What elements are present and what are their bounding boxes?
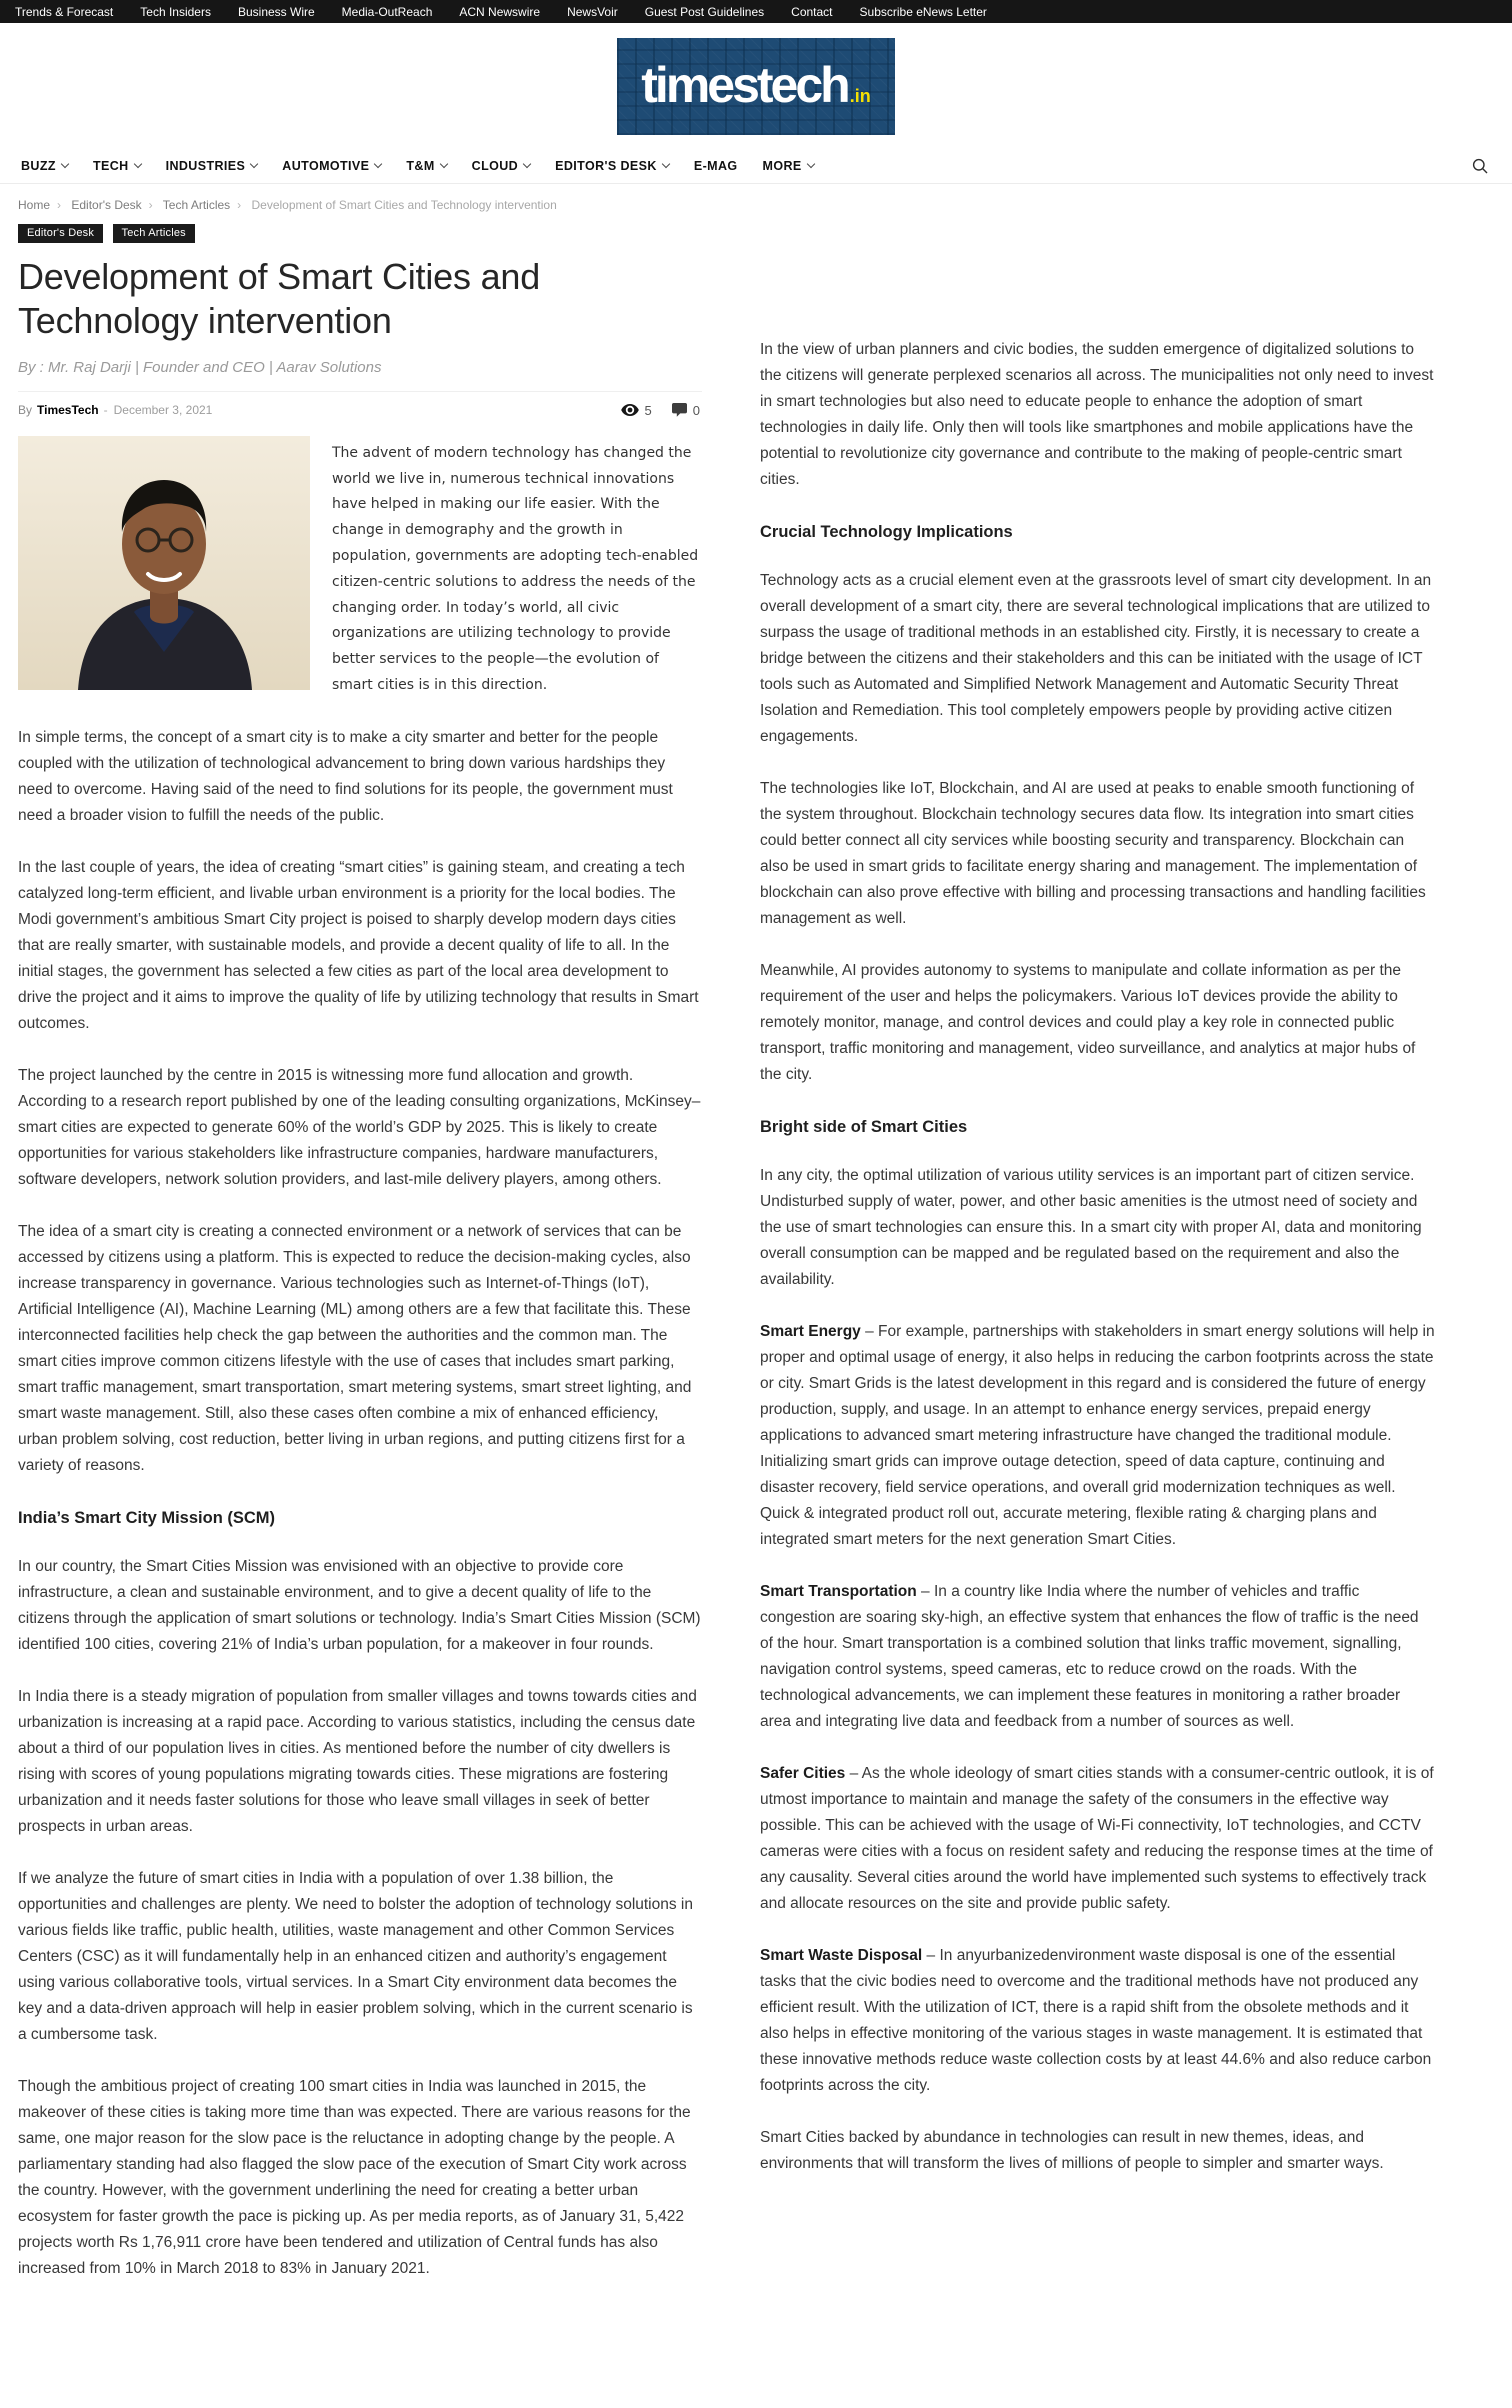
meta-counters (621, 403, 702, 418)
topbar-link-trends-forecast[interactable]: Trends & Forecast (15, 4, 114, 19)
nav-label: TECH (92, 158, 129, 173)
paragraph-smart-energy (760, 1319, 1435, 1553)
intro-paragraph: The advent of modern technology has changed the world we live in, numerous technical innovations have helped in making our life easier. With the change in demography and the growth in population, governments are adopting tech-enabled citizen-centric solutions to address the needs of the changing order. In today’s world, all civic organizations are utilizing technology to provide better services to the people—the evolution of smart cities is in this direction. (332, 444, 699, 693)
comments-count: 0 (692, 402, 700, 418)
article-column-right (760, 249, 1435, 2308)
nav-label: BUZZ (21, 158, 56, 173)
nav-label: MORE (762, 158, 802, 173)
breadcrumb-separator: › (57, 198, 62, 212)
chevron-down-icon (806, 160, 814, 168)
paragraph: The project launched by the centre in 2015 is witnessing more fund allocation and growth. According to a research report published by one of the leading consulting organizations, McKinsey– smart cities are expected to generate 60% of the world’s GDP by 2025. This is likely to create opportunities for various stakeholders like infrastructure companies, hardware manufacturers, software developers, network solution providers, and last-mile delivery players, among others. (18, 1066, 701, 1188)
paragraph-lead: Safer Cities (760, 1765, 846, 1782)
author-photo (18, 436, 310, 690)
chevron-down-icon (439, 160, 447, 168)
search-button[interactable] (1472, 158, 1488, 174)
chevron-down-icon (250, 160, 258, 168)
paragraph: Smart Cities backed by abundance in technologies can result in new themes, ideas, and environments that will transform the lives of millions of people to simpler and smarter ways. (760, 2129, 1384, 2172)
breadcrumb-editors-desk[interactable]: Editor's Desk (71, 198, 142, 212)
nav-label: INDUSTRIES (165, 158, 246, 173)
nav-item-cloud[interactable] (472, 159, 530, 173)
nav-item-tm[interactable] (406, 159, 446, 173)
paragraph: Technology acts as a crucial element even at the grassroots level of smart city development. In an overall development of a smart city, there are several technological implications that are utilized to surpass the usage of traditional methods in an established city. Firstly, it is necessary to create a bridge between the citizens and their stakeholders and this can be initiated with the usage of ICT tools such as Automated and Simplified Network Management and Automatic Security Threat Isolation and Remediation. This tool completely empowers people by providing active citizen engagements. (760, 572, 1432, 745)
paragraph: Meanwhile, AI provides autonomy to systems to manipulate and collate information as per the requirement of the user and helps the policymakers. Various IoT devices provide the ability to remotely monitor, manage, and control devices and could play a key role in connected public transport, traffic monitoring and management, video surveillance, and analytics at major hubs of the city. (760, 962, 1416, 1083)
article-meta-row (18, 391, 702, 428)
nav-item-buzz[interactable] (21, 159, 68, 173)
paragraph-text: – For example, partnerships with stakeholders in smart energy solutions will help in proper and optimal usage of energy, it also helps in reducing the carbon footprints across the state or city. Smart Grids is the latest development in this regard and is considered the future of energy production, supply, and usage. In an attempt to enhance energy services, prepaid energy applications to advanced smart metering infrastructure have changed the traditional module. Initializing smart grids can improve outage detection, speed of data capture, continuing and disaster recovery, field service operations, and overall grid modernization techniques as well. Quick & integrated product roll out, accurate metering, flexible rating & charging plans and integrated smart meters for the next generation Smart Cities. (760, 1323, 1435, 1548)
chevron-down-icon (662, 160, 670, 168)
chevron-down-icon (61, 160, 69, 168)
intro-block (18, 436, 702, 699)
section-heading-scm: India’s Smart City Mission (SCM) (18, 1508, 276, 1527)
views-count: 5 (644, 402, 652, 418)
nav-item-editors-desk[interactable] (555, 159, 669, 173)
comment-icon (672, 403, 687, 417)
breadcrumb (18, 198, 1494, 212)
topbar-link-business-wire[interactable]: Business Wire (237, 4, 315, 19)
article (18, 249, 1512, 2308)
topbar-link-media-outreach[interactable]: Media-OutReach (341, 4, 433, 19)
paragraph-text: – In a country like India where the number of vehicles and traffic congestion are soaring sky-high, an effective system that enhances the flow of traffic is the need of the hour. Smart transportation is a combined solution that links traffic movement, signalling, navigation control systems, speed cameras, etc to reduce crowd on the roads. With the technological advancements, we can implement these features in monitoring a rather broader area and integrating live data and feedback from a number of sources as well. (760, 1583, 1419, 1730)
topbar-link-acn-newswire[interactable]: ACN Newswire (459, 4, 541, 19)
logo-wordmark: timestech (641, 57, 848, 113)
nav-label: EDITOR'S DESK (555, 158, 657, 173)
topbar-link-newsvoir[interactable]: NewsVoir (567, 4, 618, 19)
category-tags (18, 223, 1494, 243)
paragraph: In the view of urban planners and civic bodies, the sudden emergence of digitalized solutions to the citizens will generate perplexed scenarios all across. The municipalities not only need to invest in smart technologies but also need to educate people to enhance the adoption of smart technologies in daily life. Only then will tools like smartphones and mobile applications have the potential to revolutionize city governance and contribute to the making of people-centric smart cities. (760, 341, 1434, 488)
nav-label: T&M (406, 158, 435, 173)
nav-item-automotive[interactable] (282, 159, 381, 173)
paragraph: The idea of a smart city is creating a connected environment or a network of services that can be accessed by citizens using a platform. This is expected to reduce the decision-making cycles, also increase transparency in governance. Various technologies such as Internet-of-Things (IoT), Artificial Intelligence (AI), Machine Learning (ML) among others are a few that facilitate this. These interconnected facilities help check the gap between the authorities and the common man. The smart cities improve common citizens lifestyle with the use of cases that includes smart parking, smart traffic management, smart transportation, smart metering systems, smart street lighting, and smart waste management. Still, also these cases often combine a mix of enhanced efficiency, urban problem solving, cost reduction, better living in urban regions, and putting citizens first for a variety of reasons. (18, 1222, 692, 1474)
nav-label: AUTOMOTIVE (282, 158, 370, 173)
breadcrumb-separator: › (237, 198, 242, 212)
section-heading-crucial-tech: Crucial Technology Implications (760, 523, 1013, 541)
paragraph: In simple terms, the concept of a smart city is to make a city smarter and better for the people coupled with the utilization of technological advancement to bring down various hardships they need to overcome. Having said of the need to find solutions for its people, the government must need a broader vision to fulfill the needs of the public. (18, 728, 673, 824)
paragraph-smart-transportation (760, 1579, 1435, 1735)
logo-tld: .in (849, 86, 871, 106)
paragraph-lead: Smart Waste Disposal (760, 1947, 923, 1964)
chevron-down-icon (133, 160, 141, 168)
search-icon (1472, 158, 1488, 174)
paragraph: The technologies like IoT, Blockchain, and AI are used at peaks to enable smooth functioning of the system throughout. Blockchain technology secures data flow. Its integration into smart cities could better connect all city services while boosting security and transparency. Blockchain can also be used in smart grids to facilitate energy sharing and management. The implementation of blockchain can also prove effective with billing and processing transactions and handling facilities management as well. (760, 780, 1426, 927)
eye-icon (621, 404, 639, 416)
publish-date: December 3, 2021 (113, 403, 213, 418)
paragraph: In any city, the optimal utilization of various utility services is an important part of citizen service. Undisturbed supply of water, power, and other basic amenities is the utmost need of society and the use of smart technologies can ensure this. In a smart city with proper AI, data and monitoring overall consumption can be mapped and be regulated based on the requirement and also the availability. (760, 1167, 1422, 1288)
nav-label: E-MAG (693, 158, 738, 173)
paragraph: In the last couple of years, the idea of creating “smart cities” is gaining steam, and creating a tech catalyzed long-term efficient, and livable urban environment is a priority for the local bodies. The Modi government’s ambitious Smart City project is poised to sharply develop modern days cities that are really smarter, with sustainable models, and provide a decent quality of life to all. In the initial stages, the government has selected a few cities as part of the local area development to drive the project and it aims to improve the quality of life by utilizing technology that results in Smart outcomes. (18, 858, 699, 1032)
nav-item-more[interactable] (763, 159, 814, 173)
paragraph-lead: Smart Transportation (760, 1583, 917, 1600)
paragraph-text: – As the whole ideology of smart cities stands with a consumer-centric outlook, it is of utmost importance to maintain and manage the safety of the consumers in the effective way possible. This can be achieved with the usage of Wi-Fi connectivity, IoT technologies, and CCTV cameras were cities with a focus on resident safety and reducing the response times at the time of any causality. Several cities around the world have implemented such systems to effectively track and allocate resources on the site and provide public safety. (760, 1765, 1434, 1912)
nav-label: CLOUD (471, 158, 519, 173)
meta-dash: - (103, 403, 108, 418)
nav-item-industries[interactable] (166, 159, 258, 173)
topbar-link-guest-post-guidelines[interactable]: Guest Post Guidelines (644, 4, 765, 19)
breadcrumb-home[interactable]: Home (18, 198, 51, 212)
tag-tech-articles[interactable]: Tech Articles (113, 224, 195, 243)
page-title: Development of Smart Cities and Technology intervention (18, 256, 541, 341)
section-heading-bright-side: Bright side of Smart Cities (760, 1118, 968, 1136)
chevron-down-icon (523, 160, 531, 168)
paragraph-safer-cities (760, 1761, 1435, 1917)
chevron-down-icon (374, 160, 382, 168)
masthead (0, 23, 1512, 148)
breadcrumb-separator: › (148, 198, 153, 212)
topbar-link-subscribe-enews[interactable]: Subscribe eNews Letter (859, 4, 987, 19)
paragraph: In India there is a steady migration of population from smaller villages and towns towards cities and urbanization is increasing at a rapid pace. According to various statistics, including the census date about a third of our population lives in cities. As mentioned before the number of city dwellers is rising with scores of young populations migrating towards cities. These migrations are fostering urbanization and it needs faster solutions for those who leave small villages in seek of better prospects in urban areas. (18, 1687, 697, 1835)
meta-by-label: By (18, 403, 33, 418)
main-navigation (0, 148, 1512, 184)
views-counter (621, 403, 652, 418)
paragraph: In our country, the Smart Cities Mission was envisioned with an objective to provide core infrastructure, a clean and sustainable environment, and to give a decent quality of life to the citizens through the application of smart solutions or technology. India’s Smart Cities Mission (SCM) identified 100 cities, covering 21% of India’s urban population, for a makeover in four rounds. (18, 1557, 701, 1653)
breadcrumb-current-page: Development of Smart Cities and Technology intervention (251, 198, 557, 212)
nav-item-tech[interactable] (93, 159, 141, 173)
tag-editors-desk[interactable]: Editor's Desk (18, 224, 103, 243)
topbar-link-contact[interactable]: Contact (791, 4, 833, 19)
paragraph: If we analyze the future of smart cities in India with a population of over 1.38 billion, the opportunities and challenges are plenty. We need to bolster the adoption of technology solutions in various fields like traffic, public health, utilities, waste management and other Common Services Centers (CSC) as it will fundamentally help in an enhanced citizen and authority’s engagement using various collaborative tools, virtual services. In a Smart City environment data becomes the key and a data-driven approach will help in easier problem solving, which in the current scenario is a cumbersome task. (18, 1869, 693, 2043)
paragraph-text: – In anyurbanizedenvironment waste disposal is one of the essential tasks that the civic bodies need to overcome and the traditional methods have not produced any efficient result. With the utilization of ICT, there is a rapid shift from the obsolete methods and it also helps in effective monitoring of the various stages in waste management. It is estimated that these innovative methods reduce waste collection costs by at least 44.6% and also reduce carbon footprints across the city. (760, 1947, 1432, 2094)
paragraph: Though the ambitious project of creating 100 smart cities in India was launched in 2015, the makeover of these cities is taking more time than was expected. There are various reasons for the same, one major reason for the slow pace is the reluctance in adopting change by the people. A parliamentary standing had also flagged the slow pace of the execution of Smart City work across the country. However, with the government underlining the need for creating a better urban ecosystem for faster growth the pace is picking up. As per media reports, as of January 31, 5,422 projects worth Rs 1,76,911 crore have been tendered and utilization of Central funds has also increased from 10% in March 2018 to 83% in January 2021. (18, 2077, 691, 2277)
comments-counter[interactable] (672, 403, 700, 418)
breadcrumb-tech-articles[interactable]: Tech Articles (162, 198, 231, 212)
top-utility-bar (0, 0, 1512, 23)
article-column-left (18, 249, 702, 2308)
paragraph-smart-waste-disposal (760, 1943, 1435, 2099)
site-logo[interactable] (617, 38, 895, 135)
nav-item-emag[interactable] (694, 159, 738, 173)
topbar-link-tech-insiders[interactable]: Tech Insiders (140, 4, 211, 19)
paragraph-lead: Smart Energy (760, 1323, 861, 1340)
article-byline: By : Mr. Raj Darji | Founder and CEO | Aarav Solutions (18, 358, 382, 376)
author-link[interactable]: TimesTech (37, 403, 99, 418)
